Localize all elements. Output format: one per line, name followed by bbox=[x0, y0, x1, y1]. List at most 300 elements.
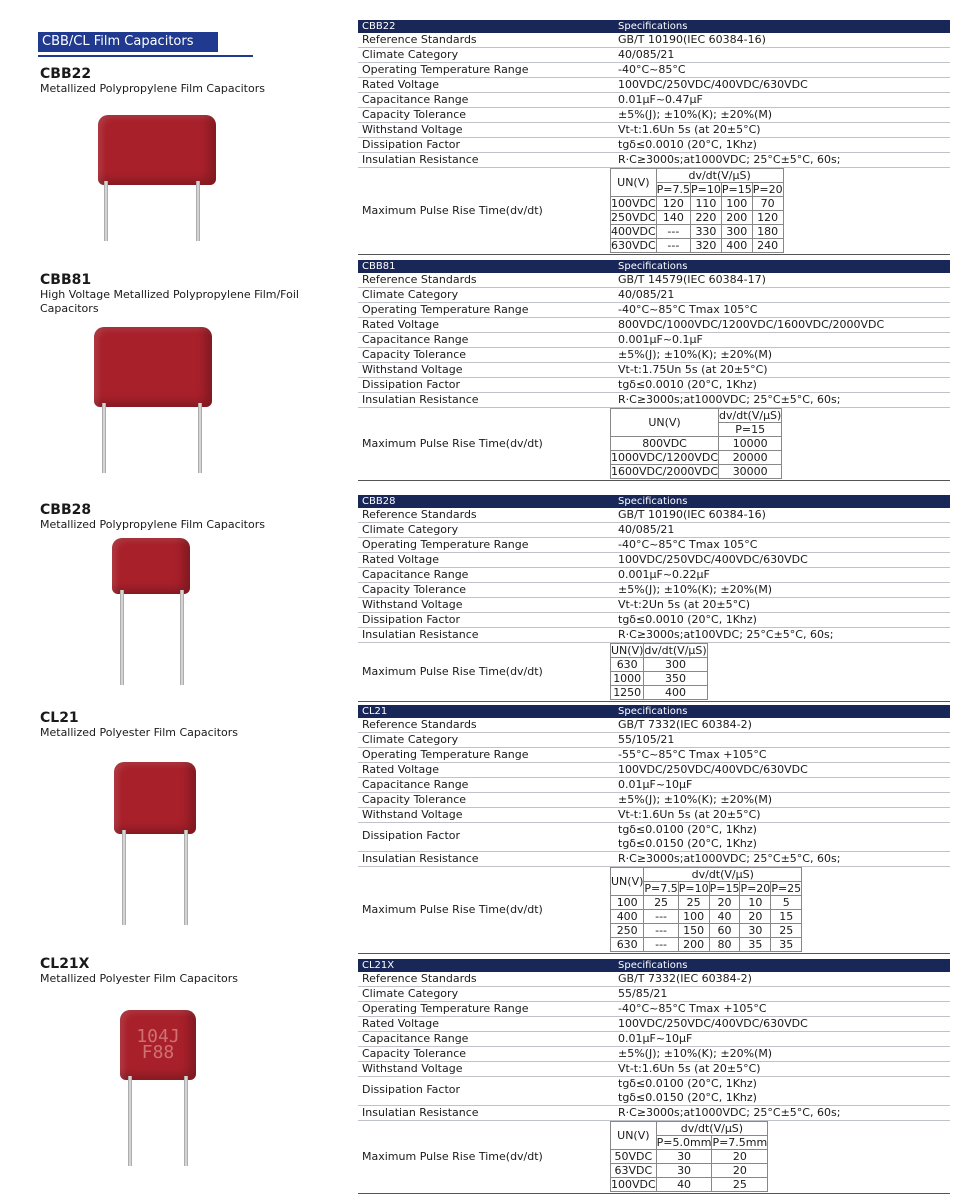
pulse-header-row bbox=[611, 1122, 768, 1136]
dvdt-cell: 200 bbox=[678, 938, 709, 952]
pitch-header: P=15 bbox=[719, 423, 782, 437]
pulse-data-row bbox=[611, 437, 782, 451]
spec-model-label: CBB81 bbox=[362, 261, 396, 272]
pitch-header: P=7.5mm bbox=[712, 1136, 768, 1149]
dvdt-header: dv/dt(V/μS) bbox=[644, 644, 707, 657]
product-heading bbox=[40, 502, 340, 532]
spec-row bbox=[358, 568, 950, 583]
spec-key: Reference Standards bbox=[362, 972, 477, 985]
product-description: High Voltage Metallized Polypropylene Film/Foil Capacitors bbox=[40, 288, 299, 315]
spec-value: GB/T 7332(IEC 60384-2) bbox=[618, 972, 752, 985]
spec-table bbox=[358, 705, 950, 954]
capacitor-lead bbox=[104, 181, 108, 241]
spec-table bbox=[358, 959, 950, 1194]
spec-value: tgδ≤0.0100 (20°C, 1Khz) bbox=[618, 1077, 757, 1090]
spec-key: Withstand Voltage bbox=[362, 363, 463, 376]
pulse-data-row bbox=[611, 658, 708, 672]
dvdt-cell: 15 bbox=[771, 910, 802, 924]
pulse-data-row bbox=[611, 938, 802, 952]
dvdt-cell: 30 bbox=[740, 924, 771, 938]
spec-row bbox=[358, 778, 950, 793]
pulse-data-row bbox=[611, 451, 782, 465]
voltage-cell: 100VDC bbox=[611, 197, 656, 210]
spec-key: Reference Standards bbox=[362, 33, 477, 46]
spec-key: Operating Temperature Range bbox=[362, 303, 529, 316]
spec-key: Rated Voltage bbox=[362, 763, 439, 776]
spec-value: Vt-t:1.6Un 5s (at 20±5°C) bbox=[618, 1062, 761, 1075]
spec-row bbox=[358, 1077, 950, 1106]
spec-value: -40°C~85°C Tmax 105°C bbox=[618, 303, 758, 316]
spec-value: Vt-t:1.6Un 5s (at 20±5°C) bbox=[618, 123, 761, 136]
dvdt-cell: 150 bbox=[678, 924, 709, 938]
dvdt-cell: 10000 bbox=[719, 437, 782, 451]
pulse-data-row bbox=[611, 1164, 768, 1178]
dvdt-cell: 80 bbox=[709, 938, 740, 952]
spec-row bbox=[358, 583, 950, 598]
spec-model-label: CL21X bbox=[362, 960, 395, 971]
dvdt-cell: 20000 bbox=[719, 451, 782, 465]
pulse-rise-label: Maximum Pulse Rise Time(dv/dt) bbox=[362, 665, 543, 678]
dvdt-cell: --- bbox=[644, 910, 678, 924]
dvdt-cell: 220 bbox=[691, 211, 722, 225]
spec-row bbox=[358, 793, 950, 808]
spec-row bbox=[358, 303, 950, 318]
pitch-header: P=10 bbox=[678, 882, 709, 895]
capacitor-photo bbox=[114, 762, 196, 929]
un-header: UN(V) bbox=[611, 409, 719, 437]
dvdt-cell: 30 bbox=[656, 1150, 712, 1164]
spec-row bbox=[358, 553, 950, 568]
spec-row bbox=[358, 508, 950, 523]
spec-header bbox=[358, 260, 950, 273]
spec-key: Capacitance Range bbox=[362, 568, 469, 581]
spec-value: 0.001μF~0.22μF bbox=[618, 568, 710, 581]
voltage-cell: 400 bbox=[611, 910, 644, 924]
spec-key: Capacity Tolerance bbox=[362, 583, 467, 596]
spec-row bbox=[358, 33, 950, 48]
product-description: Metallized Polypropylene Film Capacitors bbox=[40, 82, 265, 95]
spec-row bbox=[358, 523, 950, 538]
spec-value: Vt-t:1.6Un 5s (at 20±5°C) bbox=[618, 808, 761, 821]
dvdt-cell: 20 bbox=[712, 1150, 768, 1164]
spec-value: 40/085/21 bbox=[618, 288, 675, 301]
pulse-rise-section bbox=[358, 168, 950, 255]
spec-header bbox=[358, 495, 950, 508]
spec-value: -40°C~85°C bbox=[618, 63, 686, 76]
dvdt-header: dv/dt(V/μS) bbox=[719, 409, 782, 422]
pitch-header: P=15 bbox=[709, 882, 740, 895]
pitch-header: P=7.5 bbox=[644, 882, 678, 895]
spec-key: Reference Standards bbox=[362, 718, 477, 731]
dvdt-header: dv/dt(V/μS) bbox=[644, 868, 802, 882]
pulse-data-row bbox=[611, 896, 802, 910]
pulse-rise-section bbox=[358, 408, 950, 481]
voltage-cell: 250VDC bbox=[611, 211, 656, 224]
spec-row bbox=[358, 1017, 950, 1032]
spec-key: Dissipation Factor bbox=[362, 1083, 461, 1096]
pulse-header-row bbox=[611, 169, 784, 183]
spec-value: 0.01μF~10μF bbox=[618, 778, 693, 791]
pitch-header: P=20 bbox=[752, 183, 783, 196]
section-banner: CBB/CL Film Capacitors bbox=[38, 32, 218, 52]
spec-value: ±5%(J); ±10%(K); ±20%(M) bbox=[618, 583, 773, 596]
dvdt-cell: 320 bbox=[691, 239, 722, 253]
pulse-data-row bbox=[611, 686, 708, 700]
spec-key: Insulatian Resistance bbox=[362, 393, 479, 406]
pulse-data-row bbox=[611, 465, 782, 479]
spec-table bbox=[358, 260, 950, 481]
dvdt-cell: 25 bbox=[712, 1178, 768, 1192]
product-heading bbox=[40, 956, 340, 986]
dvdt-header: dv/dt(V/μS) bbox=[656, 1122, 768, 1136]
spec-row bbox=[358, 1062, 950, 1077]
spec-value: R·C≥3000s;at100VDC; 25°C±5°C, 60s; bbox=[618, 628, 834, 641]
spec-row bbox=[358, 153, 950, 168]
spec-value: R·C≥3000s;at1000VDC; 25°C±5°C, 60s; bbox=[618, 393, 841, 406]
voltage-cell: 1250 bbox=[611, 686, 644, 700]
pitch-header: P=7.5 bbox=[656, 183, 691, 196]
spec-value: 100VDC/250VDC/400VDC/630VDC bbox=[618, 1017, 808, 1030]
spec-header bbox=[358, 20, 950, 33]
spec-value: ±5%(J); ±10%(K); ±20%(M) bbox=[618, 1047, 773, 1060]
spec-value: -55°C~85°C Tmax +105°C bbox=[618, 748, 767, 761]
pulse-data-row bbox=[611, 924, 802, 938]
pitch-header: P=10 bbox=[691, 183, 721, 196]
voltage-cell: 63VDC bbox=[611, 1164, 657, 1178]
pulse-rise-table bbox=[610, 643, 708, 700]
spec-key: Insulatian Resistance bbox=[362, 628, 479, 641]
spec-header-label: Specifications bbox=[618, 706, 688, 717]
dvdt-cell: 35 bbox=[771, 938, 802, 952]
spec-key: Withstand Voltage bbox=[362, 598, 463, 611]
spec-model-label: CBB22 bbox=[362, 21, 396, 32]
spec-key: Insulatian Resistance bbox=[362, 153, 479, 166]
spec-value: tgδ≤0.0010 (20°C, 1Khz) bbox=[618, 138, 757, 151]
product-heading bbox=[40, 710, 340, 740]
voltage-cell: 630 bbox=[611, 658, 644, 672]
spec-value: Vt-t:2Un 5s (at 20±5°C) bbox=[618, 598, 751, 611]
spec-row bbox=[358, 63, 950, 78]
pulse-data-row bbox=[611, 1178, 768, 1192]
spec-key: Rated Voltage bbox=[362, 318, 439, 331]
spec-value: 0.01μF~10μF bbox=[618, 1032, 693, 1045]
pulse-rise-table bbox=[610, 408, 782, 479]
spec-value: GB/T 14579(IEC 60384-17) bbox=[618, 273, 766, 286]
product-code: CL21X bbox=[40, 956, 90, 972]
spec-key: Reference Standards bbox=[362, 508, 477, 521]
dvdt-cell: 60 bbox=[709, 924, 740, 938]
capacitor-photo bbox=[94, 327, 212, 477]
spec-row bbox=[358, 78, 950, 93]
spec-row bbox=[358, 763, 950, 778]
banner-underline bbox=[38, 55, 253, 57]
spec-row bbox=[358, 628, 950, 643]
capacitor-marking: F88 bbox=[141, 1042, 175, 1063]
voltage-cell: 1000 bbox=[611, 672, 644, 686]
spec-value: tgδ≤0.0150 (20°C, 1Khz) bbox=[618, 837, 757, 850]
voltage-cell: 50VDC bbox=[611, 1150, 657, 1164]
spec-value: GB/T 7332(IEC 60384-2) bbox=[618, 718, 752, 731]
capacitor-lead bbox=[198, 403, 202, 473]
voltage-cell: 800VDC bbox=[611, 437, 719, 451]
spec-row bbox=[358, 823, 950, 852]
capacitor-photo bbox=[98, 115, 216, 245]
dvdt-cell: 100 bbox=[678, 910, 709, 924]
spec-row bbox=[358, 1002, 950, 1017]
spec-value: ±5%(J); ±10%(K); ±20%(M) bbox=[618, 108, 773, 121]
pulse-rise-label: Maximum Pulse Rise Time(dv/dt) bbox=[362, 1150, 543, 1163]
spec-row bbox=[358, 48, 950, 63]
spec-header-label: Specifications bbox=[618, 21, 688, 32]
product-code: CBB22 bbox=[40, 66, 92, 82]
spec-value: 100VDC/250VDC/400VDC/630VDC bbox=[618, 78, 808, 91]
pulse-data-row bbox=[611, 672, 708, 686]
capacitor-body bbox=[114, 762, 196, 834]
un-header: UN(V) bbox=[611, 868, 644, 896]
spec-value: 40/085/21 bbox=[618, 523, 675, 536]
dvdt-cell: 300 bbox=[644, 658, 707, 672]
spec-row bbox=[358, 393, 950, 408]
dvdt-cell: 330 bbox=[691, 225, 722, 239]
spec-key: Climate Category bbox=[362, 987, 459, 1000]
spec-row bbox=[358, 972, 950, 987]
dvdt-cell: --- bbox=[656, 239, 690, 253]
spec-value: 100VDC/250VDC/400VDC/630VDC bbox=[618, 763, 808, 776]
pulse-header-row bbox=[611, 409, 782, 423]
spec-value: -40°C~85°C Tmax +105°C bbox=[618, 1002, 767, 1015]
spec-key: Operating Temperature Range bbox=[362, 748, 529, 761]
spec-row bbox=[358, 598, 950, 613]
spec-header-label: Specifications bbox=[618, 496, 688, 507]
pitch-header: P=15 bbox=[721, 183, 752, 196]
voltage-cell: 250 bbox=[611, 924, 644, 938]
spec-model-label: CL21 bbox=[362, 706, 388, 717]
spec-key: Dissipation Factor bbox=[362, 829, 461, 842]
product-code: CBB81 bbox=[40, 272, 92, 288]
dvdt-cell: 70 bbox=[752, 197, 783, 211]
pulse-rise-section bbox=[358, 643, 950, 702]
dvdt-cell: 40 bbox=[656, 1178, 712, 1192]
spec-value: 0.001μF~0.1μF bbox=[618, 333, 703, 346]
pulse-rise-table bbox=[610, 168, 784, 253]
spec-row bbox=[358, 987, 950, 1002]
spec-key: Operating Temperature Range bbox=[362, 1002, 529, 1015]
spec-row bbox=[358, 1032, 950, 1047]
capacitor-lead bbox=[196, 181, 200, 241]
pitch-header: P=25 bbox=[771, 882, 802, 895]
dvdt-cell: --- bbox=[656, 225, 690, 239]
dvdt-cell: 20 bbox=[740, 910, 771, 924]
pulse-data-row bbox=[611, 1150, 768, 1164]
pulse-header-row bbox=[611, 644, 708, 658]
spec-value: Vt-t:1.75Un 5s (at 20±5°C) bbox=[618, 363, 768, 376]
pulse-header-row bbox=[611, 868, 802, 882]
product-description: Metallized Polypropylene Film Capacitors bbox=[40, 518, 265, 531]
pulse-data-row bbox=[611, 197, 784, 211]
spec-row bbox=[358, 748, 950, 763]
pulse-data-row bbox=[611, 225, 784, 239]
spec-header-label: Specifications bbox=[618, 960, 688, 971]
pulse-data-row bbox=[611, 239, 784, 253]
product-code: CL21 bbox=[40, 710, 79, 726]
dvdt-cell: --- bbox=[644, 924, 678, 938]
spec-key: Rated Voltage bbox=[362, 553, 439, 566]
capacitor-photo bbox=[120, 1010, 196, 1170]
pulse-rise-section bbox=[358, 867, 950, 954]
spec-key: Rated Voltage bbox=[362, 78, 439, 91]
dvdt-cell: 180 bbox=[752, 225, 783, 239]
pulse-rise-section bbox=[358, 1121, 950, 1194]
spec-row bbox=[358, 288, 950, 303]
voltage-cell: 1600VDC/2000VDC bbox=[611, 465, 719, 478]
dvdt-cell: 400 bbox=[721, 239, 752, 253]
capacitor-lead bbox=[102, 403, 106, 473]
pulse-rise-table bbox=[610, 1121, 768, 1192]
spec-key: Climate Category bbox=[362, 288, 459, 301]
spec-key: Climate Category bbox=[362, 48, 459, 61]
dvdt-cell: 35 bbox=[740, 938, 771, 952]
spec-row bbox=[358, 318, 950, 333]
voltage-cell: 100VDC bbox=[611, 1178, 656, 1191]
dvdt-cell: 110 bbox=[691, 197, 722, 211]
voltage-cell: 630VDC bbox=[611, 239, 656, 252]
spec-row bbox=[358, 852, 950, 867]
dvdt-cell: 20 bbox=[709, 896, 740, 910]
spec-value: 0.01μF~0.47μF bbox=[618, 93, 703, 106]
spec-row bbox=[358, 348, 950, 363]
capacitor-body bbox=[98, 115, 216, 185]
product-heading bbox=[40, 66, 340, 96]
pitch-header: P=20 bbox=[740, 882, 771, 895]
spec-value: ±5%(J); ±10%(K); ±20%(M) bbox=[618, 793, 773, 806]
capacitor-lead bbox=[122, 830, 126, 925]
spec-key: Dissipation Factor bbox=[362, 138, 461, 151]
spec-key: Capacitance Range bbox=[362, 1032, 469, 1045]
spec-key: Climate Category bbox=[362, 733, 459, 746]
capacitor-lead bbox=[128, 1076, 132, 1166]
capacitor-body bbox=[94, 327, 212, 407]
product-code: CBB28 bbox=[40, 502, 92, 518]
spec-key: Operating Temperature Range bbox=[362, 63, 529, 76]
dvdt-cell: 25 bbox=[771, 924, 802, 938]
un-header: UN(V) bbox=[611, 169, 657, 197]
dvdt-cell: 140 bbox=[656, 211, 690, 225]
spec-row bbox=[358, 138, 950, 153]
capacitor-lead bbox=[120, 590, 124, 685]
pulse-data-row bbox=[611, 211, 784, 225]
dvdt-header: dv/dt(V/μS) bbox=[656, 169, 783, 183]
spec-value: ±5%(J); ±10%(K); ±20%(M) bbox=[618, 348, 773, 361]
pulse-rise-label: Maximum Pulse Rise Time(dv/dt) bbox=[362, 437, 543, 450]
dvdt-cell: 5 bbox=[771, 896, 802, 910]
spec-row bbox=[358, 123, 950, 138]
dvdt-cell: 20 bbox=[712, 1164, 768, 1178]
spec-row bbox=[358, 718, 950, 733]
pulse-rise-label: Maximum Pulse Rise Time(dv/dt) bbox=[362, 903, 543, 916]
spec-table bbox=[358, 20, 950, 255]
spec-row bbox=[358, 733, 950, 748]
dvdt-cell: 120 bbox=[656, 197, 690, 211]
spec-value: 55/105/21 bbox=[618, 733, 675, 746]
spec-value: tgδ≤0.0010 (20°C, 1Khz) bbox=[618, 613, 757, 626]
spec-key: Operating Temperature Range bbox=[362, 538, 529, 551]
spec-value: GB/T 10190(IEC 60384-16) bbox=[618, 33, 766, 46]
spec-value: tgδ≤0.0010 (20°C, 1Khz) bbox=[618, 378, 757, 391]
spec-value: 800VDC/1000VDC/1200VDC/1600VDC/2000VDC bbox=[618, 318, 885, 331]
spec-key: Withstand Voltage bbox=[362, 1062, 463, 1075]
spec-key: Capacitance Range bbox=[362, 93, 469, 106]
pulse-rise-label: Maximum Pulse Rise Time(dv/dt) bbox=[362, 204, 543, 217]
spec-key: Withstand Voltage bbox=[362, 808, 463, 821]
dvdt-cell: 25 bbox=[644, 896, 678, 910]
spec-value: tgδ≤0.0150 (20°C, 1Khz) bbox=[618, 1091, 757, 1104]
spec-row bbox=[358, 1106, 950, 1121]
dvdt-cell: 30000 bbox=[719, 465, 782, 479]
spec-value: 100VDC/250VDC/400VDC/630VDC bbox=[618, 553, 808, 566]
voltage-cell: 400VDC bbox=[611, 225, 656, 238]
spec-key: Climate Category bbox=[362, 523, 459, 536]
spec-table bbox=[358, 495, 950, 702]
spec-key: Capacity Tolerance bbox=[362, 1047, 467, 1060]
spec-key: Dissipation Factor bbox=[362, 613, 461, 626]
spec-key: Capacity Tolerance bbox=[362, 348, 467, 361]
spec-value: 40/085/21 bbox=[618, 48, 675, 61]
spec-row bbox=[358, 363, 950, 378]
dvdt-cell: 350 bbox=[644, 672, 707, 686]
spec-row bbox=[358, 273, 950, 288]
dvdt-cell: 200 bbox=[721, 211, 752, 225]
spec-key: Rated Voltage bbox=[362, 1017, 439, 1030]
spec-value: GB/T 10190(IEC 60384-16) bbox=[618, 508, 766, 521]
spec-value: 55/85/21 bbox=[618, 987, 668, 1000]
spec-key: Withstand Voltage bbox=[362, 123, 463, 136]
voltage-cell: 100 bbox=[611, 896, 644, 910]
dvdt-cell: 25 bbox=[678, 896, 709, 910]
spec-key: Insulatian Resistance bbox=[362, 852, 479, 865]
spec-header-label: Specifications bbox=[618, 261, 688, 272]
capacitor-body bbox=[112, 538, 190, 594]
spec-row bbox=[358, 613, 950, 628]
spec-value: R·C≥3000s;at1000VDC; 25°C±5°C, 60s; bbox=[618, 852, 841, 865]
voltage-cell: 1000VDC/1200VDC bbox=[611, 451, 719, 464]
spec-key: Capacity Tolerance bbox=[362, 108, 467, 121]
spec-row bbox=[358, 538, 950, 553]
dvdt-cell: 40 bbox=[709, 910, 740, 924]
spec-value: -40°C~85°C Tmax 105°C bbox=[618, 538, 758, 551]
product-description: Metallized Polyester Film Capacitors bbox=[40, 972, 239, 985]
spec-key: Capacitance Range bbox=[362, 333, 469, 346]
spec-value: tgδ≤0.0100 (20°C, 1Khz) bbox=[618, 823, 757, 836]
dvdt-cell: 30 bbox=[656, 1164, 712, 1178]
dvdt-cell: 400 bbox=[644, 686, 707, 700]
spec-row bbox=[358, 1047, 950, 1062]
spec-row bbox=[358, 108, 950, 123]
product-heading bbox=[40, 272, 340, 316]
voltage-cell: 630 bbox=[611, 938, 644, 952]
spec-row bbox=[358, 808, 950, 823]
spec-row bbox=[358, 333, 950, 348]
dvdt-cell: --- bbox=[644, 938, 678, 952]
spec-header bbox=[358, 705, 950, 718]
dvdt-cell: 100 bbox=[721, 197, 752, 211]
capacitor-lead bbox=[184, 1076, 188, 1166]
capacitor-lead bbox=[180, 590, 184, 685]
dvdt-cell: 300 bbox=[721, 225, 752, 239]
spec-key: Dissipation Factor bbox=[362, 378, 461, 391]
pulse-rise-table bbox=[610, 867, 802, 952]
un-header: UN(V) bbox=[611, 644, 644, 657]
spec-key: Reference Standards bbox=[362, 273, 477, 286]
